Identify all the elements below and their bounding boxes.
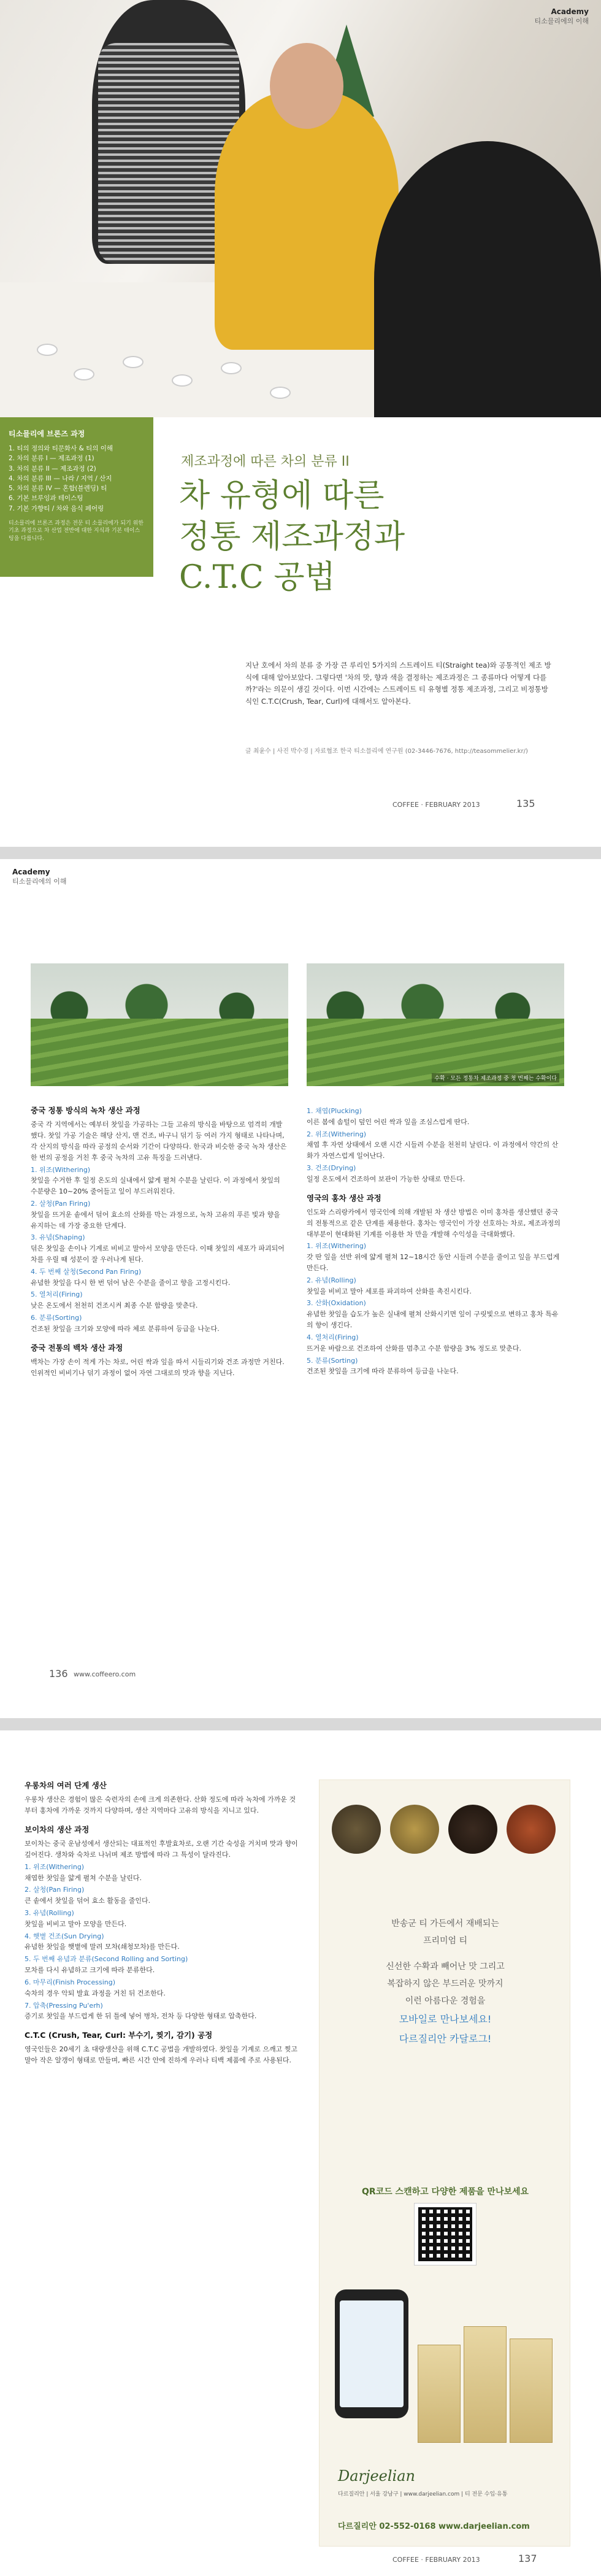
body-paragraph: 백차는 가장 손이 적게 가는 차로, 어린 싹과 잎을 따서 시들리기와 건조 과정만 거친다. 인위적인 비비기나 덖기 과정이 없어 자연 그대로의 맛과 향을 지닌다. <box>31 1357 285 1377</box>
body-paragraph: 유념한 찻잎을 햇볕에 말려 모차(쇄청모차)를 만든다. <box>25 1943 180 1951</box>
ad-copy-highlight: 다르질리안 카달로그! <box>399 2033 492 2045</box>
tea-garden-photo-right <box>307 963 564 1086</box>
ad-phone-number[interactable]: 다르질리안 02-552-0168 www.darjeelian.com <box>338 2522 530 2531</box>
article-intro: 지난 호에서 차의 분류 중 가장 큰 루리인 5가지의 스트레이트 티(Straight tea)와 공통적인 제조 방식에 대해 알아보았다. 그렇다면 '차의 맛, 향과 색을 결정하는 제조과정은 그 종류마다 어떻게 다를까?'라는 의문이 생길 것이다. 이번 시간에는 스트레이트 티 유형별 정통 제조과정, 그리고 비정통방식인 C.T.C(Crush, Tear, Curl)에 대해서도 알아본다. <box>245 661 551 706</box>
step-heading: 5. 열처리(Firing) <box>31 1290 83 1299</box>
body-paragraph: 찻잎을 비비고 말아 세포를 파괴하여 산화를 촉진시킨다. <box>307 1287 472 1295</box>
ad-copy-line: 프리미엄 티 <box>423 1936 468 1946</box>
tea-tasting-photo <box>0 0 601 417</box>
body-paragraph: 인도와 스리랑카에서 영국인에 의해 개발된 차 생산 방법은 이미 홍차를 생산했던 중국의 전통적으로 같은 단계를 채용한다. 홍차는 영국인이 가장 선호하는 차로, 제조과정의 대부분이 현대화된 기계를 이용한 차 만을 개발해 수익성을 극대화했다. <box>307 1208 561 1238</box>
qr-code-icon[interactable] <box>415 2204 476 2265</box>
smartphone-icon <box>335 2289 408 2418</box>
section-heading: 중국 정통 방식의 녹차 생산 과정 <box>31 1106 140 1115</box>
body-paragraph: 우롱차 생산은 경험이 많은 숙련자의 손에 크게 의존한다. 산화 정도에 따라 녹차에 가까운 것부터 홍차에 가까운 것까지 다양하며, 생산 지역마다 고유의 방식을 지니고 있다. <box>25 1795 296 1815</box>
body-paragraph: 덖은 찻잎을 손이나 기계로 비비고 말아서 모양을 만든다. 이때 찻잎의 세포가 파괴되어 차를 우릴 때 성분이 잘 우러나게 된다. <box>31 1244 285 1263</box>
step-heading: 5. 두 번째 유념과 분류(Second Rolling and Sorting) <box>25 1955 188 1964</box>
folio: COFFEE · FEBRUARY 2013 <box>392 2556 480 2564</box>
step-heading: 1. 위조(Withering) <box>25 1862 85 1871</box>
title-line: 정통 제조과정과 <box>179 518 405 555</box>
article-title <box>179 476 405 598</box>
tea-leaf-bowls <box>332 1799 559 1872</box>
series-item: 1. 티의 정의와 티문화사 & 티의 이해 <box>9 445 113 452</box>
section-heading: C.T.C (Crush, Tear, Curl: 부수기, 찢기, 감기) 공정 <box>25 2030 213 2040</box>
body-paragraph: 유념한 찻잎을 다시 한 번 덖어 남은 수분을 줄이고 향을 고정시킨다. <box>31 1278 231 1287</box>
body-paragraph: 모차를 다시 유념하고 크기에 따라 분류한다. <box>25 1966 155 1975</box>
academy-tag <box>12 868 67 886</box>
series-item: 6. 기본 브루잉과 테이스팅 <box>9 495 83 503</box>
ad-copy-line: 반송군 티 가든에서 재배되는 <box>391 1919 499 1929</box>
body-paragraph: 건조된 찻잎을 크기와 모양에 따라 체로 분류하여 등급을 나눈다. <box>31 1324 220 1333</box>
photo-person-woman-dark <box>374 141 601 417</box>
series-item: 3. 차의 분류 II — 제조과정 (2) <box>9 465 96 472</box>
body-paragraph: 채엽한 찻잎을 얇게 펼쳐 수분을 날린다. <box>25 1873 142 1882</box>
body-paragraph: 갓 딴 잎을 선반 위에 얇게 펼쳐 12~18시간 동안 시들려 수분을 줄이고 잎을 부드럽게 만든다. <box>307 1253 560 1272</box>
step-heading: 5. 분류(Sorting) <box>307 1356 358 1365</box>
body-paragraph: 뜨거운 바람으로 건조하여 산화를 멈추고 수분 함량을 3% 정도로 맞춘다. <box>307 1344 521 1352</box>
academy-sub: 티소믈리에의 이해 <box>534 17 589 25</box>
step-heading: 6. 분류(Sorting) <box>31 1314 82 1322</box>
body-paragraph: 유념한 찻잎을 습도가 높은 실내에 펼쳐 산화시키면 잎이 구릿빛으로 변하고 홍차 특유의 향이 생긴다. <box>307 1310 559 1330</box>
qr-label: QR코드 스캔하고 다양한 제품을 만나보세요 <box>361 2187 529 2197</box>
academy-label: Academy <box>12 868 50 876</box>
article-credit: 글 최윤수 | 사진 박수경 | 자료협조 한국 티소믈리에 연구원 (02-3446-7676, http://teasommelier.kr/) <box>245 748 528 755</box>
ad-copy-line: 이런 아름다운 경험을 <box>405 1996 486 2006</box>
step-heading: 2. 살청(Pan Firing) <box>31 1199 91 1208</box>
darjeelian-advertisement <box>319 1780 570 2547</box>
text-column-left <box>31 1105 288 1380</box>
body-paragraph: 숙차의 경우 악퇴 발효 과정을 거친 뒤 건조한다. <box>25 1989 166 1997</box>
step-heading: 2. 위조(Withering) <box>307 1130 367 1138</box>
series-item: 2. 차의 분류 I — 제조과정 (1) <box>9 455 94 463</box>
body-paragraph: 채엽 후 자연 상태에서 오랜 시간 시들려 수분을 천천히 날린다. 이 과정에서 약간의 산화가 자연스럽게 일어난다. <box>307 1141 559 1160</box>
series-item: 7. 기본 가향티 / 차와 음식 페어링 <box>9 504 104 512</box>
body-paragraph: 찻잎을 뜨거운 솥에서 덖어 효소의 산화를 막는 과정으로, 녹차 고유의 푸른 빛과 향을 유지하는 데 가장 중요한 단계다. <box>31 1210 280 1230</box>
series-box-note: 티소믈리에 브론즈 과정은 전문 티 소믈리에가 되기 위한 기초 과정으로 차 산업 전반에 대한 지식과 기본 테이스팅을 다룹니다. <box>9 520 144 542</box>
brand-logo: Darjeelian <box>338 2467 415 2485</box>
step-heading: 4. 두 번째 살청(Second Pan Firing) <box>31 1267 142 1276</box>
step-heading: 3. 산화(Oxidation) <box>307 1299 366 1308</box>
body-paragraph: 이른 봄에 솜털이 덮인 어린 싹과 잎을 조심스럽게 딴다. <box>307 1117 470 1126</box>
series-item: 5. 차의 분류 IV — 혼합(블렌딩) 티 <box>9 485 107 493</box>
folio: COFFEE · FEBRUARY 2013 <box>392 801 480 809</box>
body-paragraph: 일정 온도에서 건조하여 보관이 가능한 상태로 만든다. <box>307 1174 465 1183</box>
magazine-page-137 <box>0 1730 601 2576</box>
tea-garden-photo-left <box>31 963 288 1086</box>
step-heading: 4. 햇볕 건조(Sun Drying) <box>25 1932 104 1940</box>
series-item: 4. 차의 분류 III — 나라 / 지역 / 산지 <box>9 474 112 482</box>
body-paragraph: 큰 솥에서 찻잎을 덖어 효소 활동을 줄인다. <box>25 1897 151 1905</box>
body-paragraph: 증기로 찻잎을 부드럽게 한 뒤 틀에 넣어 병차, 전차 등 다양한 형태로 압축한다. <box>25 2012 257 2021</box>
academy-tag <box>534 7 589 26</box>
section-heading: 보이차의 생산 과정 <box>25 1824 90 1834</box>
page-number: 135 <box>516 798 535 809</box>
article-subtitle: 제조과정에 따른 차의 분류 II <box>181 454 350 469</box>
step-heading: 3. 유념(Rolling) <box>25 1909 74 1917</box>
title-line: 차 유형에 따른 <box>179 477 385 514</box>
text-column-left <box>25 1780 300 2067</box>
step-heading: 4. 열처리(Firing) <box>307 1333 359 1341</box>
academy-label: Academy <box>551 7 589 16</box>
body-paragraph: 낮은 온도에서 천천히 건조시켜 최종 수분 함량을 맞춘다. <box>31 1301 198 1310</box>
ad-copy <box>338 1915 553 2049</box>
photo-caption: 수확 · 모든 정통차 제조과정 중 첫 번째는 수확이다 <box>432 1073 559 1082</box>
body-paragraph: 찻잎을 수거한 후 일정 온도의 실내에서 얇게 펼쳐 수분을 날린다. 이 과정에서 찻잎의 수분량은 10~20% 줄어들고 잎이 부드러워진다. <box>31 1176 280 1196</box>
ad-copy-highlight: 모바일로 만나보세요! <box>399 2013 492 2025</box>
page-number: 137 <box>518 2553 537 2564</box>
ad-copy-line: 복잡하지 않은 부드러운 맛까지 <box>387 1979 503 1989</box>
section-heading: 영국의 홍차 생산 과정 <box>307 1193 381 1203</box>
step-heading: 3. 건조(Drying) <box>307 1164 356 1173</box>
step-heading: 2. 살청(Pan Firing) <box>25 1886 85 1894</box>
step-heading: 2. 유념(Rolling) <box>307 1276 356 1284</box>
photo-person-man-yellow <box>215 92 399 350</box>
folio: www.coffeero.com <box>74 1670 136 1678</box>
section-heading: 우롱차의 여러 단계 생산 <box>25 1781 107 1790</box>
body-paragraph: 건조된 찻잎을 크기에 따라 분류하여 등급을 나눈다. <box>307 1367 459 1376</box>
series-list <box>9 444 145 514</box>
step-heading: 7. 압축(Pressing Pu'erh) <box>25 2001 103 2010</box>
magazine-page-136 <box>0 859 601 1718</box>
academy-sub: 티소믈리에의 이해 <box>12 877 67 885</box>
text-column-right <box>307 1105 564 1378</box>
section-heading: 중국 전통의 백차 생산 과정 <box>31 1343 123 1352</box>
body-paragraph: 보이차는 중국 운남성에서 생산되는 대표적인 후발효차로, 오랜 기간 숙성을 거치며 맛과 향이 깊어진다. 생차와 숙차로 나뉘며 제조 방법에 따라 그 특성이 달라진다. <box>25 1840 298 1859</box>
series-box-title: 티소믈리에 브론즈 과정 <box>9 430 85 438</box>
magazine-page-135 <box>0 0 601 847</box>
ad-copy-line: 신선한 수확과 빼어난 맛 그리고 <box>386 1962 505 1972</box>
body-paragraph: 중국 각 지역에서는 예부터 찻잎을 가공하는 그들 고유의 방식을 바탕으로 엄격히 개발했다. 찻잎 가공 기술은 해당 산지, 맨 건조, 바구니 덖기 등 여러 가지 형태로 나타나며, 각 산지의 방식을 따라 공정의 순서와 기간이 다양하다. 한국과 비슷한 중국 녹차 생산은 한 번의 공정을 거친 후 중국 녹차의 고유 특징을 드러낸다. <box>31 1120 287 1162</box>
series-box <box>0 417 153 577</box>
tea-boxes <box>418 2320 553 2443</box>
step-heading: 1. 위조(Withering) <box>307 1242 367 1251</box>
ad-contact: 다르질리안 | 서울 강남구 | www.darjeelian.com | 티 전문 수입·유통 <box>338 2491 508 2497</box>
body-paragraph: 찻잎을 비비고 말아 모양을 만든다. <box>25 1919 127 1928</box>
step-heading: 3. 유념(Shaping) <box>31 1233 85 1242</box>
step-heading: 6. 마무리(Finish Processing) <box>25 1978 116 1986</box>
page-number: 136 <box>49 1668 68 1679</box>
step-heading: 1. 위조(Withering) <box>31 1165 91 1174</box>
title-line: C.T.C 공법 <box>179 559 335 596</box>
step-heading: 1. 채엽(Plucking) <box>307 1107 362 1115</box>
body-paragraph: 영국인들은 20세기 초 대량생산을 위해 C.T.C 공법을 개발하였다. 찻잎을 기계로 으깨고 찢고 말아 작은 알갱이 형태로 만들며, 빠른 시간 안에 진하게 우러나 티백 제품에 주로 사용된다. <box>25 2045 298 2065</box>
